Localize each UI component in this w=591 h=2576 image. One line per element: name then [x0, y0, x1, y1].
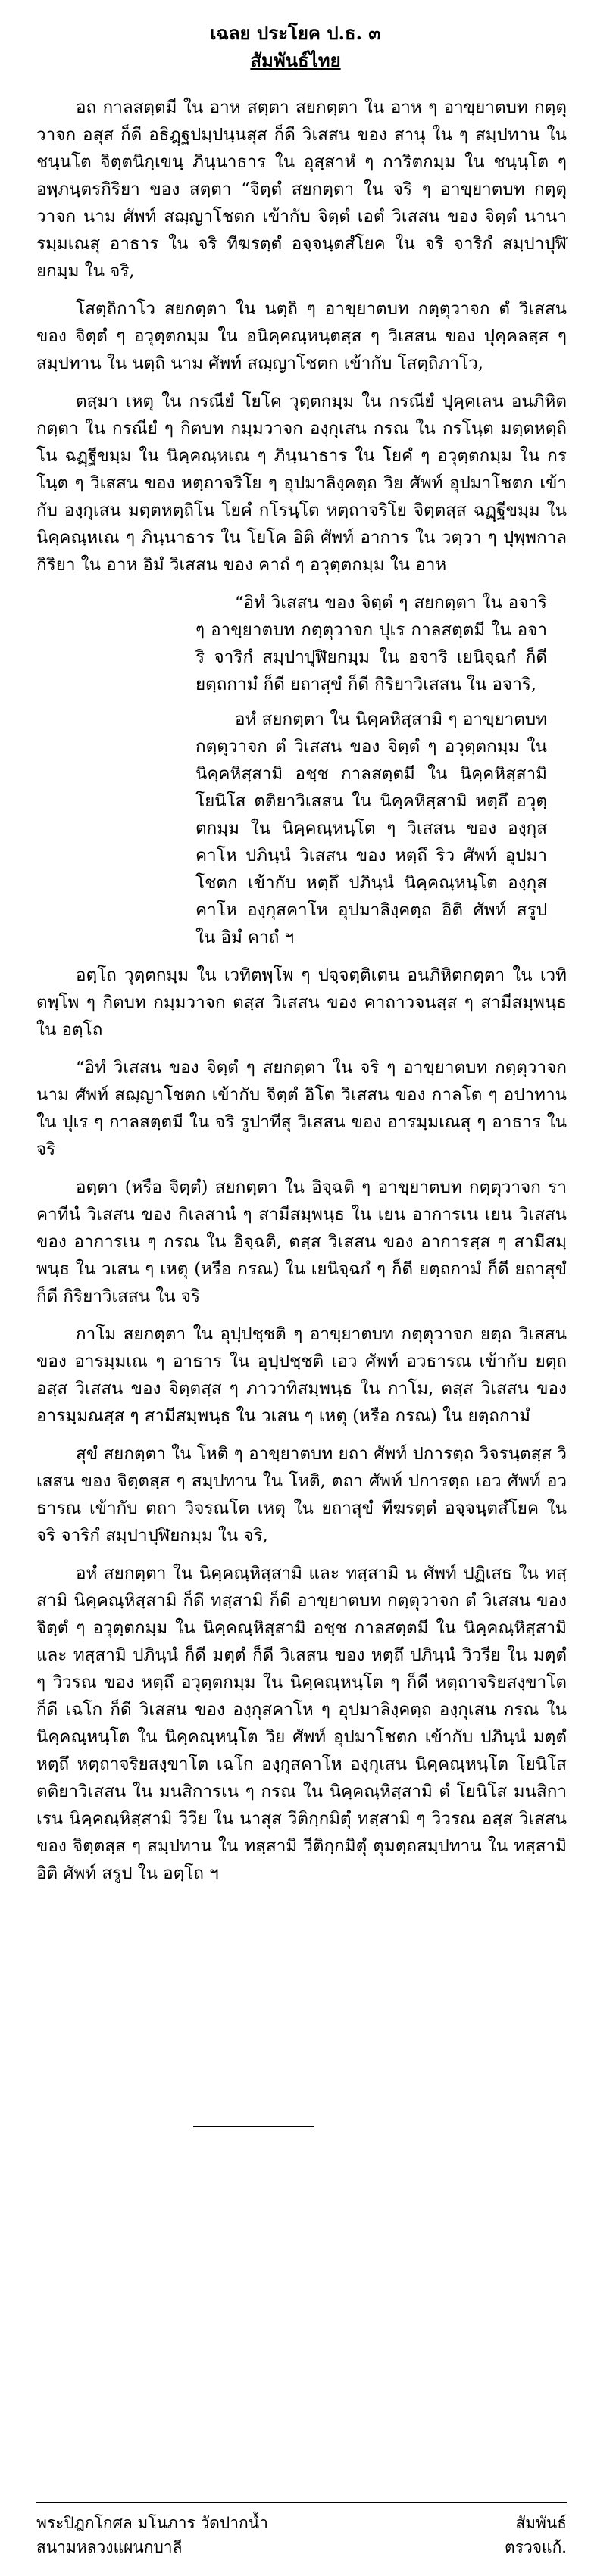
footer-row-bottom [36, 2535, 567, 2559]
paragraph-6: อตฺตา (หรือ จิตฺตํ) สยกตฺตา ใน อิจฺฉติ ๆ อาขฺยาตบท กตฺตุวาจก ราคาทีนํ วิเสสน ของ กิเลสานํ ๆ สามีสมฺพนฺธ ใน เยน อาการเน เยน วิเสสน ของ อาการเน ๆ กรณ ใน อิจฺฉติ, ตสฺส วิเสสน ของ อาการสฺส ๆ สามีสมฺพนฺธ ใน วเสน ๆ เหตุ (หรือ กรณ) ใน เยนิจฺฉกํ ๆ ก็ดี ยตฺถกามํ ก็ดี ยถาสุขํ ก็ดี กิริยาวิเสสน ใน จริ [36, 1177, 567, 1306]
paragraph-2: โสตฺถิกาโว สยกตฺตา ใน นตฺถิ ๆ อาขฺยาตบท กตฺตุวาจก ตํ วิเสสน ของ จิตฺตํ ๆ อวุตฺตกมฺม ใน อนิคฺคณฺหนฺตสฺส ๆ วิเสสน ของ ปุคฺคลสฺส ๆ สมฺปทาน ใน นตฺถิ นาม ศัพท์ สฌฺญาโชตก เข้ากับ โสตฺถิภาโว, [36, 299, 567, 373]
verse-quote [36, 589, 567, 951]
footer-organization: สนามหลวงแผนกบาลี [36, 2538, 183, 2556]
paragraph-4: อตฺโถ วุตฺตกมฺม ใน เวทิตพฺโพ ๆ ปจฺจตฺติเตน อนภิหิตกตฺตา ใน เวทิตพฺโพ ๆ กิตบท กมฺมวาจก ตสฺส วิเสสน ของ คาถาวจนสฺส ๆ สามีสมฺพนฺธ ใน อตฺโถ [36, 965, 567, 1040]
page-title: เฉลย ประโยค ป.ธ. ๓ [210, 22, 381, 44]
footer-status: ตรวจแก้. [505, 2538, 567, 2556]
section-divider [193, 2126, 314, 2127]
paragraph-3: ตสฺมา เหตุ ใน กรณียํ โยโค วุตฺตกมฺม ใน กรณียํ ปุคฺคเลน อนภิหิตกตฺตา ใน กรณียํ ๆ กิตบท กมฺมวาจก องฺกุเสน กรณ ใน กรโนฺต มตฺตหตฺถิโน ฉฏฺฐีขมฺม ใน นิคฺคณฺหเณ ๆ ภินฺนาธาร ใน โยคํ ๆ อวุตฺตกมฺม ใน กรโนฺต ๆ วิเสสน ของ หตฺถาจริโย ๆ อุปมาลิงฺคตฺถ วิย ศัพท์ อุปมาโชตก เข้ากับ องฺกุเสน มตฺตหตฺถิโน โยคํ กโรนฺโต หตฺถาจริโย จิตฺตสฺส ฉฏฺฐีขมฺม ใน นิคฺคณฺหเณ ๆ ภินฺนาธาร ใน โยโค อิติ ศัพท์ อาการ ใน วตฺวา ๆ ปุพฺพกาลกิริยา ใน อาห อิมํ วิเสสน ของ คาถํ ๆ อวุตฺตกมฺม ใน อาห [36, 391, 567, 575]
paragraph-9: อหํ สยกตฺตา ใน นิคฺคณฺหิสฺสามิ และ ทสฺสามิ น ศัพท์ ปฏิเสธ ใน ทสฺสามิ นิคฺคณฺหิสฺสามิ ก็ดี ทสฺสามิ ก็ดี อาขฺยาตบท กตฺตุวาจก ตํ วิเสสน ของ จิตฺตํ ๆ อวุตฺตกมฺม ใน นิคฺคณฺหิสฺสามิ อชฺช กาลสตฺตมี ใน นิคฺคณฺหิสฺสามิ และ ทสฺสามิ ปภินฺนํ ก็ดี มตฺตํ ก็ดี วิเสสน ของ หตฺถึ ปภินฺนํ วิวรีย ใน มตฺตํ ๆ วิวรณ ของ หตฺถึ อวุตฺตกมฺม ใน นิคฺคณฺหนฺโต ๆ ก็ดี หตฺถาจริยสงฺขาโต ก็ดี เฉโก ก็ดี วิเสสน ของ องฺกุสคาโห ๆ อุปมาลิงฺคตฺถ องฺกุเสน กรณ ใน นิคฺคณฺหนฺโต ใน นิคฺคณฺหนฺโต วิย ศัพท์ อุปมาโชตก เข้ากับ ปภินฺนํ มตฺตํ หตฺถึ หตฺถาจริยสงฺขาโต เฉโก องฺกุสคาโห องฺกุเสน นิคฺคณฺหนฺโต โยนิโส ตติยาวิเสสน ใน มนสิการเน ๆ กรณ ใน นิคฺคณฺหิสฺสามิ ตํ โยนิโส มนสิกาเรน นิคฺคณฺหิสฺสามิ วีวีย ใน นาสุส วีติกฺกมิตุํ ทสฺสามิ ๆ วิวรณ อสฺส วิเสสน ของ จิตฺตสฺส ๆ สมฺปทาน ใน ทสฺสามิ วีติกฺกมิตุํ ตุมตฺถสมฺปทาน ใน ทสฺสามิ อิติ ศัพท์ สรูป ใน อตฺโถ ฯ [36, 1564, 567, 1883]
document-body [36, 94, 567, 1898]
quote-paragraph-1: “อิทํ วิเสสน ของ จิตฺตํ ๆ สยกตฺตา ใน อจาริ ๆ อาขฺยาตบท กตฺตุวาจก ปุเร กาลสตฺตมี ใน อจาริ จาริกํ สมฺปาปุฬิยกมฺม ใน อจาริ เยนิจฺฉกํ ก็ดี ยตฺถกามํ ก็ดี ยถาสุขํ ก็ดี กิริยาวิเสสน ใน อจาริ, [195, 593, 547, 694]
page-subtitle [0, 48, 591, 73]
quote-paragraph-2: อหํ สยกตฺตา ใน นิคฺคหิสฺสามิ ๆ อาขฺยาตบท กตฺตุวาจก ตํ วิเสสน ของ จิตฺตํ ๆ อวุตฺตกมฺม ใน นิคฺคหิสฺสามิ อชฺช กาลสตฺตมี ใน นิคฺคหิสฺสามิ โยนิโส ตติยาวิเสสน ใน นิคฺคหิสฺสามิ หตฺถึ อวุตฺตกมฺม ใน นิคฺคณฺหนฺโต ๆ วิเสสน ของ องฺกุสคาโห ปภินฺนํ วิเสสน ของ หตฺถึ ริว ศัพท์ อุปมาโชตก เข้ากับ หตฺถึ ปภินฺนํ นิคฺคณฺหนฺโต องฺกุสคาโห องฺกุสคาโห อุปมาลิงฺคตฺถ อิติ ศัพท์ สรูป ใน อิมํ คาถํ ฯ [195, 709, 547, 947]
paragraph-8: สุขํ สยกตฺตา ใน โหติ ๆ อาขฺยาตบท ยถา ศัพท์ ปการตฺถ วิจรนฺตสฺส วิเสสน ของ จิตฺตสฺส ๆ สมฺปทาน ใน โหติ, ตถา ศัพท์ ปการตฺถ เอว ศัพท์ อวธารณ เข้ากับ ตถา วิจรณโต เหตุ ใน ยถาสุขํ ทีฆรตฺตํ อจฺจนฺตสํโยค ใน จริ จาริกํ สมฺปาปุฬิยกมฺม ใน จริ, [36, 1444, 567, 1545]
footer [36, 2511, 567, 2559]
footer-role: สัมพันธ์ [515, 2514, 567, 2532]
paragraph-5: “อิทํ วิเสสน ของ จิตฺตํ ๆ สยกตฺตา ใน จริ ๆ อาขฺยาตบท กตฺตุวาจก นาม ศัพท์ สฌฺญาโชตก เข้ากับ จิตฺตํ อิโต วิเสสน ของ กาลโต ๆ อปาทาน ใน ปุเร ๆ กาลสตฺตมี ใน จริ รูปาทีสุ วิเสสน ของ อารมฺมเณสุ ๆ อาธาร ใน จริ [36, 1058, 567, 1159]
subtitle-text: สัมพันธ์ไทย [250, 49, 341, 71]
paragraph-7: กาโม สยกตฺตา ใน อุปฺปชฺชติ ๆ อาขฺยาตบท กตฺตุวาจก ยตฺถ วิเสสน ของ อารมฺมเณ ๆ อาธาร ใน อุปฺปชฺชติ เอว ศัพท์ อวธารณ เข้ากับ ยตฺถ อสฺส วิเสสน ของ จิตฺตสฺส ๆ ภาวาทิสมฺพนฺธ ใน กาโม, ตสฺส วิเสสน ของ อารมฺมณสฺส ๆ สามีสมฺพนฺธ ใน วเสน ๆ เหตุ (หรือ กรณ) ใน ยตฺถกามํ [36, 1324, 567, 1426]
footer-author: พระปิฎกโกศล มโนภาร วัดปากน้ำ [36, 2514, 268, 2532]
footer-divider [36, 2502, 567, 2503]
footer-row-top [36, 2511, 567, 2535]
paragraph-1: อถ กาลสตฺตมี ใน อาห สตฺตา สยกตฺตา ใน อาห ๆ อาขฺยาตบท กตฺตุวาจก อสุส ก็ดี อธิฎฺฐปมฺปนฺนสุส ก็ดี วิเสสน ของ สานุ ใน ๆ สมฺปทาน ใน ชนฺนโต จิตฺตนิกฺเขนฺ ภินฺนาธาร ใน อุสฺสาหํ ๆ การิตกมฺม ใน ชนฺนฺโต ๆ อพฺภนฺตรกิริยา ของ สตฺตา “จิตฺตํ สยกตฺตา ใน จริ ๆ อาขฺยาตบท กตฺตุวาจก นาม ศัพท์ สฌฺญาโชตก เข้ากับ จิตฺตํ เอตํ วิเสสน ของ จิตฺตํ นานารมฺมเณสุ อาธาร ใน จริ ทีฆรตฺตํ อจฺจนฺตสํโยค ใน จริ จาริกํ สมฺปาปุฬิยกมฺม ใน จริ, [36, 98, 567, 281]
